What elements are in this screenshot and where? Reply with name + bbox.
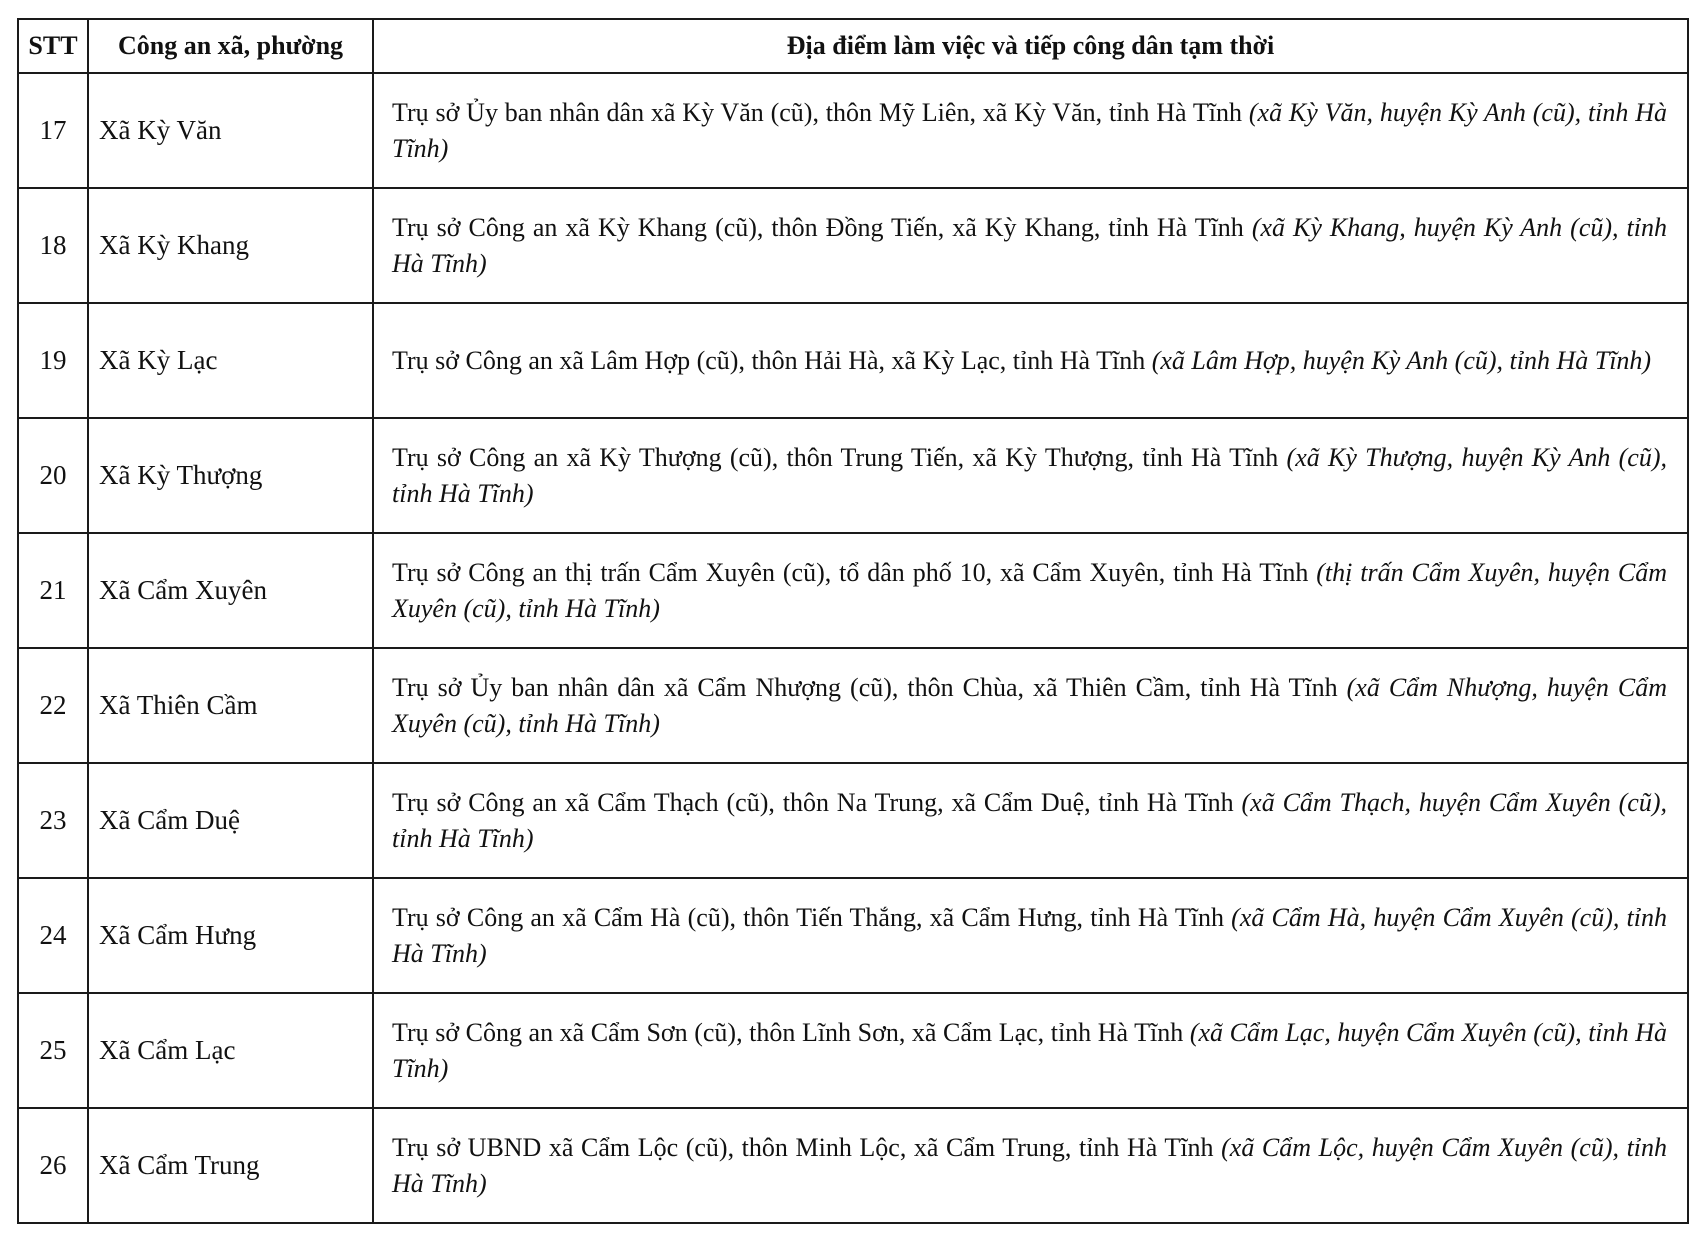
address-note: (thị trấn Cẩm Xuyên, huyện Cẩm Xuyên (cũ), tỉnh Hà Tĩnh) — [392, 557, 1667, 623]
address-note: (xã Lâm Hợp, huyện Kỳ Anh (cũ), tỉnh Hà Tĩnh) — [1151, 345, 1652, 375]
commune-name: Xã Cẩm Lạc — [88, 993, 373, 1108]
address-note: (xã Kỳ Văn, huyện Kỳ Anh (cũ), tỉnh Hà Tĩnh) — [392, 97, 1668, 163]
address-text: Trụ sở Công an xã Kỳ Thượng (cũ), thôn Trung Tiến, xã Kỳ Thượng, tỉnh Hà Tĩnh — [392, 442, 1279, 472]
commune-name: Xã Kỳ Thượng — [88, 418, 373, 533]
table-row — [18, 1108, 1688, 1223]
commune-name: Xã Cẩm Xuyên — [88, 533, 373, 648]
row-number: 17 — [18, 73, 88, 188]
address-note: (xã Cẩm Lạc, huyện Cẩm Xuyên (cũ), tỉnh Hà Tĩnh) — [392, 1017, 1667, 1083]
row-number: 24 — [18, 878, 88, 993]
table-body — [18, 73, 1688, 1223]
address-cell — [373, 1108, 1688, 1223]
row-number: 19 — [18, 303, 88, 418]
address-cell — [373, 648, 1688, 763]
address-text: Trụ sở Ủy ban nhân dân xã Kỳ Văn (cũ), thôn Mỹ Liên, xã Kỳ Văn, tỉnh Hà Tĩnh — [392, 97, 1243, 127]
header-stt: STT — [18, 19, 88, 73]
table-row — [18, 73, 1688, 188]
commune-name: Xã Kỳ Khang — [88, 188, 373, 303]
address-text: Trụ sở Công an xã Cẩm Sơn (cũ), thôn Lĩnh Sơn, xã Cẩm Lạc, tỉnh Hà Tĩnh — [392, 1017, 1184, 1047]
address-note: (xã Cẩm Lộc, huyện Cẩm Xuyên (cũ), tỉnh Hà Tĩnh) — [392, 1132, 1668, 1198]
address-note: (xã Cẩm Thạch, huyện Cẩm Xuyên (cũ), tỉnh Hà Tĩnh) — [392, 787, 1667, 853]
commune-name: Xã Thiên Cầm — [88, 648, 373, 763]
header-temporary-address: Địa điểm làm việc và tiếp công dân tạm thời — [373, 19, 1688, 73]
row-number: 25 — [18, 993, 88, 1108]
address-note: (xã Cẩm Nhượng, huyện Cẩm Xuyên (cũ), tỉnh Hà Tĩnh) — [392, 672, 1668, 738]
address-text: Trụ sở Công an xã Cẩm Hà (cũ), thôn Tiến Thắng, xã Cẩm Hưng, tỉnh Hà Tĩnh — [392, 902, 1224, 932]
header-commune-police: Công an xã, phường — [88, 19, 373, 73]
address-text: Trụ sở Công an xã Kỳ Khang (cũ), thôn Đồng Tiến, xã Kỳ Khang, tỉnh Hà Tĩnh — [392, 212, 1244, 242]
table-row — [18, 533, 1688, 648]
commune-name: Xã Cẩm Trung — [88, 1108, 373, 1223]
address-cell — [373, 763, 1688, 878]
address-text: Trụ sở Công an xã Lâm Hợp (cũ), thôn Hải Hà, xã Kỳ Lạc, tỉnh Hà Tĩnh — [392, 345, 1146, 375]
table-row — [18, 993, 1688, 1108]
row-number: 18 — [18, 188, 88, 303]
address-cell — [373, 303, 1688, 418]
row-number: 21 — [18, 533, 88, 648]
table-row — [18, 648, 1688, 763]
table-row — [18, 188, 1688, 303]
address-cell — [373, 188, 1688, 303]
address-text: Trụ sở Công an thị trấn Cẩm Xuyên (cũ), tổ dân phố 10, xã Cẩm Xuyên, tỉnh Hà Tĩnh — [392, 557, 1309, 587]
table-header-row — [18, 19, 1688, 73]
table-row — [18, 878, 1688, 993]
row-number: 20 — [18, 418, 88, 533]
commune-name: Xã Kỳ Lạc — [88, 303, 373, 418]
address-note: (xã Kỳ Thượng, huyện Kỳ Anh (cũ), tỉnh Hà Tĩnh) — [392, 442, 1668, 508]
table-row — [18, 418, 1688, 533]
address-cell — [373, 993, 1688, 1108]
address-cell — [373, 533, 1688, 648]
commune-name: Xã Cẩm Hưng — [88, 878, 373, 993]
address-cell — [373, 878, 1688, 993]
table-row — [18, 303, 1688, 418]
table-row — [18, 763, 1688, 878]
row-number: 23 — [18, 763, 88, 878]
commune-name: Xã Kỳ Văn — [88, 73, 373, 188]
address-note: (xã Cẩm Hà, huyện Cẩm Xuyên (cũ), tỉnh Hà Tĩnh) — [392, 902, 1668, 968]
address-cell — [373, 418, 1688, 533]
address-note: (xã Kỳ Khang, huyện Kỳ Anh (cũ), tỉnh Hà Tĩnh) — [392, 212, 1667, 278]
row-number: 22 — [18, 648, 88, 763]
locations-table — [17, 18, 1689, 1224]
row-number: 26 — [18, 1108, 88, 1223]
address-text: Trụ sở Ủy ban nhân dân xã Cẩm Nhượng (cũ), thôn Chùa, xã Thiên Cầm, tỉnh Hà Tĩnh — [392, 672, 1338, 702]
address-text: Trụ sở Công an xã Cẩm Thạch (cũ), thôn Na Trung, xã Cẩm Duệ, tỉnh Hà Tĩnh — [392, 787, 1234, 817]
address-cell — [373, 73, 1688, 188]
commune-name: Xã Cẩm Duệ — [88, 763, 373, 878]
address-text: Trụ sở UBND xã Cẩm Lộc (cũ), thôn Minh Lộc, xã Cẩm Trung, tỉnh Hà Tĩnh — [392, 1132, 1214, 1162]
